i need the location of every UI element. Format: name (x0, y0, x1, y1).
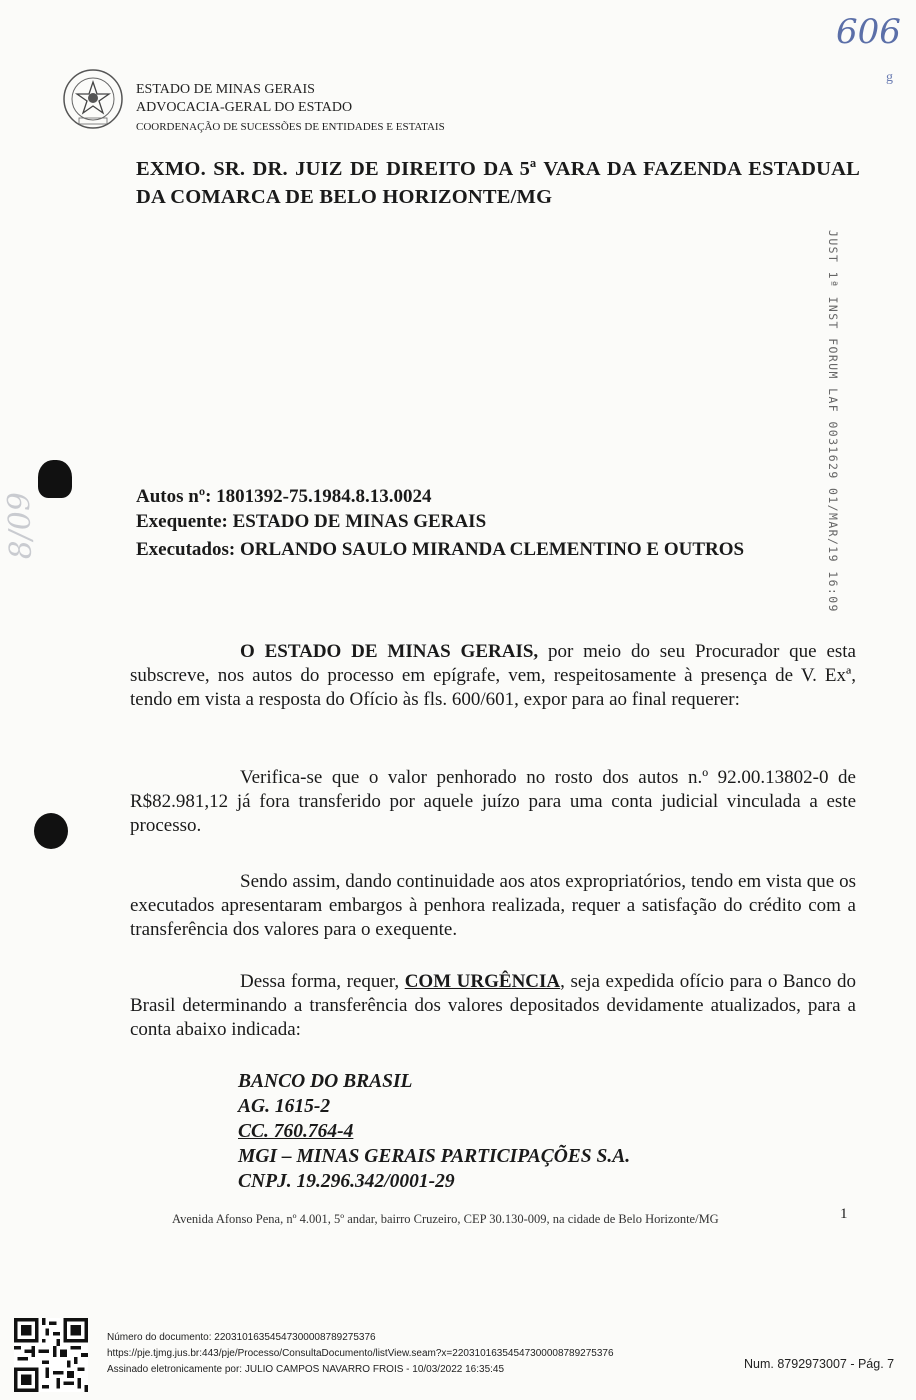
addressee-heading: EXMO. SR. DR. JUIZ DE DIREITO DA 5ª VARA DA FAZENDA ESTADUAL DA COMARCA DE BELO HORIZONTE/MG (136, 158, 860, 208)
bank-agency: AG. 1615-2 (238, 1096, 331, 1117)
page-number: 1 (840, 1206, 848, 1222)
case-plaintiff: Exequente: ESTADO DE MINAS GERAIS (136, 511, 487, 532)
handwritten-page-number: 606 (836, 12, 901, 52)
paragraph-continuity (130, 870, 856, 942)
case-defendants: Executados: ORLANDO SAULO MIRANDA CLEMENTINO E OUTROS (136, 539, 745, 560)
punch-hole-top (38, 460, 72, 498)
punch-hole-bottom (34, 813, 68, 849)
paragraph-request-start: Dessa forma, requer, (240, 971, 405, 992)
party-name: O ESTADO DE MINAS GERAIS, (240, 641, 539, 662)
bank-name: BANCO DO BRASIL (238, 1071, 413, 1092)
state-coat-of-arms-seal (62, 68, 124, 130)
qr-code-icon (14, 1318, 88, 1392)
header-agency-name: ADVOCACIA-GERAL DO ESTADO (136, 100, 353, 115)
court-receipt-stamp: JUST 1ª INST FORUM LAF 0031629 01/MAR/19 16:09 (826, 230, 840, 613)
paragraph-introduction-text: por meio do seu Procurador que esta subscreve, nos autos do processo em epígrafe, vem, respeitosamente à presença de V. Exª, tendo em vista a resposta do Ofício às fls. 600/601, expor para ao final requerer: (130, 641, 856, 710)
bank-account: CC. 760.764-4 (238, 1121, 354, 1142)
handwritten-mark: g (886, 70, 893, 85)
paragraph-request (130, 970, 856, 1042)
bank-cnpj: CNPJ. 19.296.342/0001-29 (238, 1171, 455, 1192)
paragraph-continuity-text: Sendo assim, dando continuidade aos atos expropriatórios, tendo em vista que os executados apresentaram embargos à penhora realizada, requer a satisfação do crédito com a transferência dos valores para o exequente. (130, 871, 856, 940)
paragraph-introduction (130, 640, 856, 712)
handwritten-side-mark: 8/09 (1, 491, 39, 560)
header-department-name: COORDENAÇÃO DE SUCESSÕES DE ENTIDADES E ESTATAIS (136, 121, 445, 133)
footer-num-page: Num. 8792973007 - Pág. 7 (744, 1357, 895, 1371)
paragraph-request-end: , seja expedida ofício para o Banco do Brasil determinando a transferência dos valores depositados devidamente atualizados, para a conta abaixo indicada: (130, 971, 856, 1040)
paragraph-penhora (130, 766, 856, 838)
header-state-name: ESTADO DE MINAS GERAIS (136, 82, 315, 97)
paragraph-penhora-text: Verifica-se que o valor penhorado no rosto dos autos n.º 92.00.13802-0 de R$82.981,12 já fora transferido por aquele juízo para uma conta judicial vinculada a este processo. (130, 767, 856, 836)
footer-address: Avenida Afonso Pena, nº 4.001, 5º andar, bairro Cruzeiro, CEP 30.130-009, na cidade de Belo Horizonte/MG (172, 1212, 719, 1226)
footer-document-number: Número do documento: 22031016354547300008789275376 (107, 1332, 376, 1343)
urgency-emphasis: COM URGÊNCIA (404, 971, 561, 992)
footer-document-url[interactable]: https://pje.tjmg.jus.br:443/pje/Processo/ConsultaDocumento/listView.seam?x=22031016354547300008789275376 (107, 1348, 614, 1359)
bank-account-holder: MGI – MINAS GERAIS PARTICIPAÇÕES S.A. (238, 1146, 631, 1167)
footer-signature: Assinado eletronicamente por: JULIO CAMPOS NAVARRO FROIS - 10/03/2022 16:35:45 (107, 1364, 505, 1375)
case-number: Autos nº: 1801392-75.1984.8.13.0024 (136, 486, 432, 507)
